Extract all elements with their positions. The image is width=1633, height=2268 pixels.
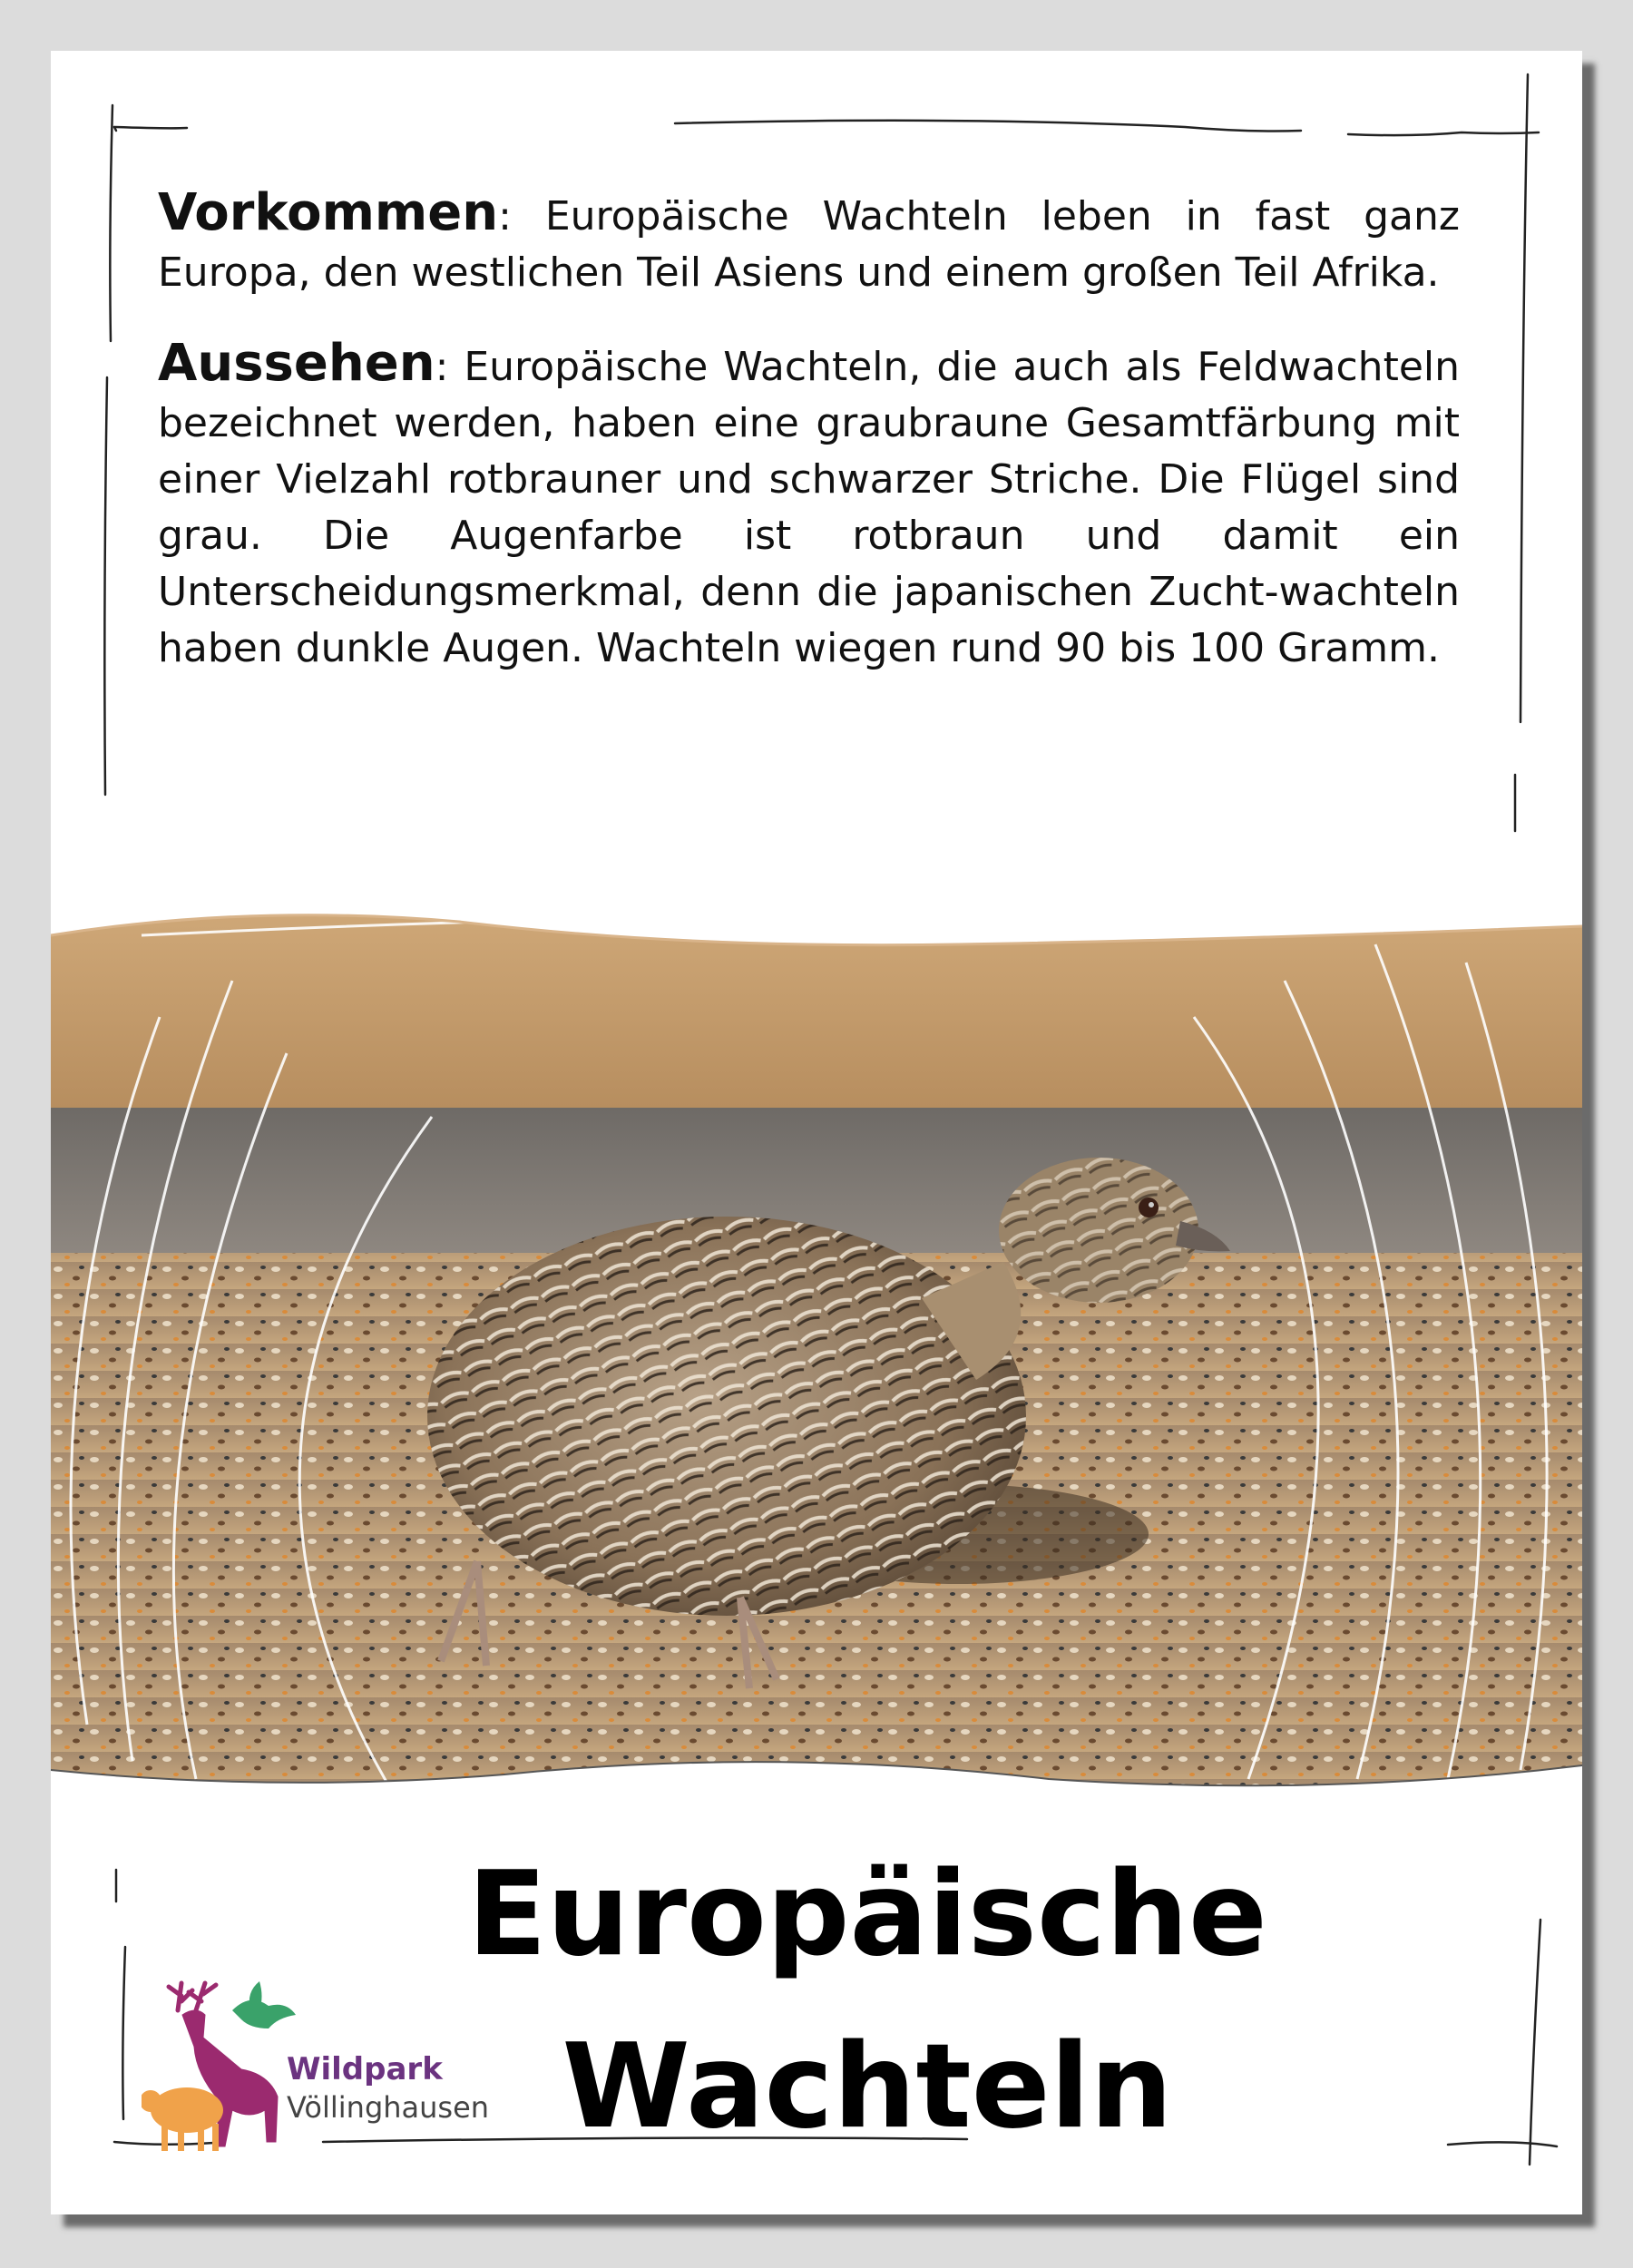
- title-line-2: Wachteln: [562, 2019, 1173, 2155]
- info-poster: [51, 51, 1582, 2214]
- sheep-icon: [142, 2087, 223, 2151]
- section-appearance: [158, 336, 1460, 677]
- section-text: Europäische Wachteln leben in fast ganz Europa, den westlichen Teil Asiens und einem großen Teil Afrika.: [158, 193, 1460, 296]
- heading-separator: :: [435, 344, 464, 390]
- section-occurrence: [158, 185, 1460, 301]
- title-line-1: Europäische: [467, 1847, 1267, 1982]
- description-text: [158, 185, 1460, 711]
- heading-separator: :: [498, 193, 545, 240]
- logo-name: Wildpark: [287, 2051, 443, 2087]
- section-heading: Vorkommen: [158, 183, 499, 242]
- quail-photo: [51, 908, 1582, 1797]
- section-heading: Aussehen: [158, 334, 435, 393]
- bird-icon: [232, 1981, 296, 2028]
- section-text: Europäische Wachteln, die auch als Feldwachteln bezeichnet werden, haben eine graubraune Gesamtfärbung mit einer Vielzahl rotbrauner und schwarzer Striche. Die Flügel sind grau. Die Augenfarbe ist rotbraun und damit ein Unterscheidungsmerkmal, denn die japanischen Zucht-wachteln haben dunkle Augen. Wachteln wiegen rund 90 bis 100 Gramm.: [158, 344, 1461, 671]
- logo-place: Völlinghausen: [287, 2090, 490, 2125]
- page-title: [350, 1829, 1384, 2174]
